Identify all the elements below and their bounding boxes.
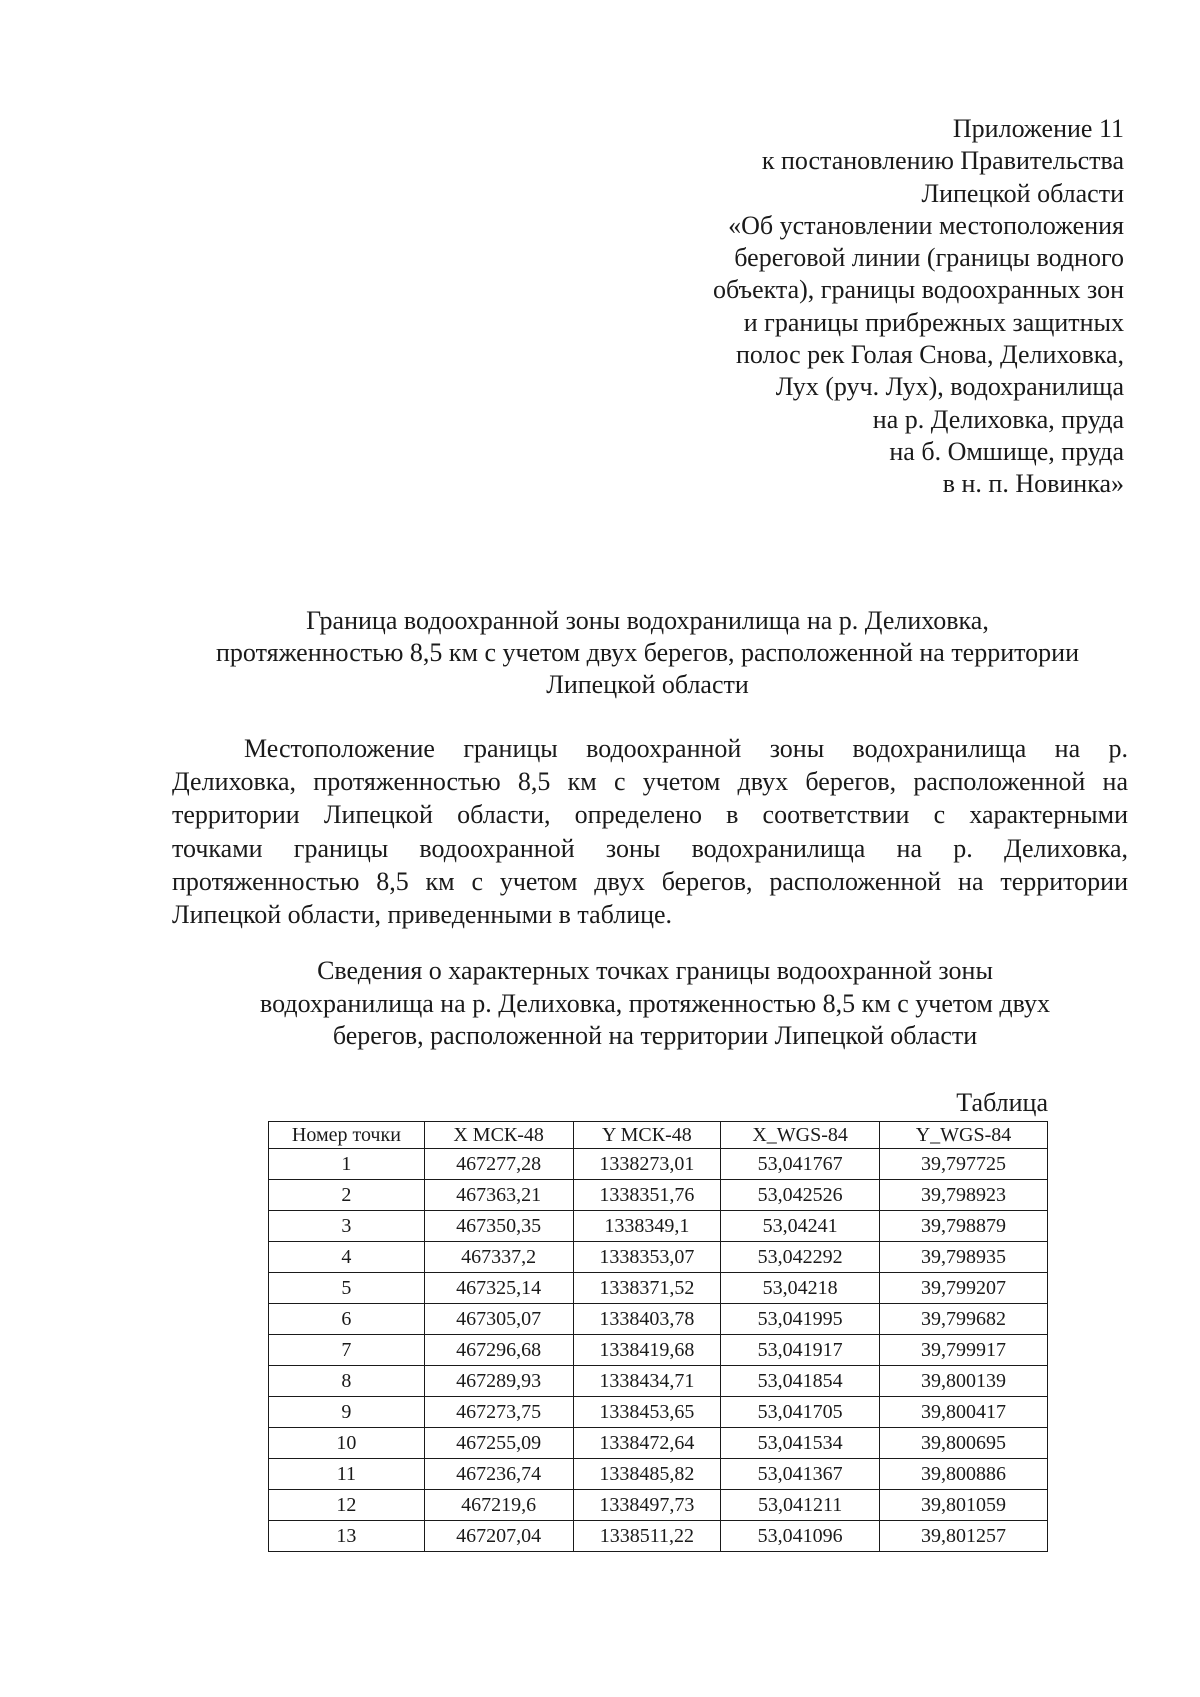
x-msk48-cell: 467296,68 [424,1335,573,1366]
table-row [269,1397,1048,1428]
y-msk48-cell: 1338351,76 [573,1180,721,1211]
y-msk48-cell: 1338434,71 [573,1366,721,1397]
point-number-cell: 4 [269,1242,425,1273]
table-row [269,1180,1048,1211]
y-wgs84-cell: 39,800695 [880,1428,1048,1459]
x-msk48-cell: 467207,04 [424,1521,573,1552]
point-number-cell: 9 [269,1397,425,1428]
x-wgs84-cell: 53,041096 [721,1521,880,1552]
appendix-line: береговой линии (границы водного [734,243,1124,273]
table-row [269,1428,1048,1459]
table-header-row [269,1122,1048,1149]
table-body [269,1149,1048,1552]
y-msk48-cell: 1338419,68 [573,1335,721,1366]
y-wgs84-cell: 39,801059 [880,1490,1048,1521]
x-wgs84-cell: 53,041211 [721,1490,880,1521]
paragraph-line: Делиховка, протяженностью 8,5 км с учетом двух берегов, расположенной на [172,767,1128,797]
column-header: Y МСК-48 [573,1122,721,1149]
y-msk48-cell: 1338511,22 [573,1521,721,1552]
y-wgs84-cell: 39,800139 [880,1366,1048,1397]
y-wgs84-cell: 39,800886 [880,1459,1048,1490]
appendix-line: Липецкой области [921,178,1124,208]
y-wgs84-cell: 39,799207 [880,1273,1048,1304]
x-wgs84-cell: 53,041367 [721,1459,880,1490]
table-row [269,1304,1048,1335]
y-msk48-cell: 1338371,52 [573,1273,721,1304]
subtitle-line: водохранилища на р. Делиховка, протяженностью 8,5 км с учетом двух [260,988,1050,1018]
title-line: протяженностью 8,5 км с учетом двух берегов, расположенной на территории [216,638,1079,667]
appendix-line: Лух (руч. Лух), водохранилища [775,372,1124,402]
x-msk48-cell: 467289,93 [424,1366,573,1397]
point-number-cell: 8 [269,1366,425,1397]
x-msk48-cell: 467219,6 [424,1490,573,1521]
table-row [269,1459,1048,1490]
x-msk48-cell: 467255,09 [424,1428,573,1459]
table-row [269,1211,1048,1242]
y-wgs84-cell: 39,799682 [880,1304,1048,1335]
point-number-cell: 1 [269,1149,425,1180]
table-row [269,1490,1048,1521]
table-row [269,1273,1048,1304]
y-wgs84-cell: 39,798923 [880,1180,1048,1211]
column-header: X МСК-48 [424,1122,573,1149]
x-wgs84-cell: 53,04218 [721,1273,880,1304]
y-wgs84-cell: 39,799917 [880,1335,1048,1366]
x-wgs84-cell: 53,041767 [721,1149,880,1180]
document-title [160,605,1135,701]
appendix-line: объекта), границы водоохранных зон [713,275,1124,305]
x-wgs84-cell: 53,041995 [721,1304,880,1335]
y-msk48-cell: 1338497,73 [573,1490,721,1521]
x-wgs84-cell: 53,042526 [721,1180,880,1211]
paragraph-line: территории Липецкой области, определено в соответствии с характерными [172,800,1128,830]
paragraph-line: точками границы водоохранной зоны водохранилища на р. Делиховка, [172,833,1128,863]
point-number-cell: 2 [269,1180,425,1211]
y-msk48-cell: 1338273,01 [573,1149,721,1180]
table-row [269,1335,1048,1366]
y-wgs84-cell: 39,800417 [880,1397,1048,1428]
x-wgs84-cell: 53,042292 [721,1242,880,1273]
appendix-line: полос рек Голая Снова, Делиховка, [735,340,1124,370]
x-wgs84-cell: 53,041854 [721,1366,880,1397]
x-msk48-cell: 467305,07 [424,1304,573,1335]
point-number-cell: 3 [269,1211,425,1242]
column-header: Номер точки [269,1122,425,1149]
column-header: Y_WGS-84 [880,1122,1048,1149]
y-wgs84-cell: 39,797725 [880,1149,1048,1180]
coordinates-table [268,1121,1048,1552]
subtitle-line: берегов, расположенной на территории Липецкой области [332,1021,978,1050]
paragraph-line: протяженностью 8,5 км с учетом двух берегов, расположенной на территории [172,866,1128,896]
x-msk48-cell: 467363,21 [424,1180,573,1211]
point-number-cell: 11 [269,1459,425,1490]
title-line: Граница водоохранной зоны водохранилища на р. Делиховка, [306,606,989,635]
y-wgs84-cell: 39,798935 [880,1242,1048,1273]
y-msk48-cell: 1338453,65 [573,1397,721,1428]
paragraph-line: Липецкой области, приведенными в таблице. [172,900,673,930]
point-number-cell: 13 [269,1521,425,1552]
y-wgs84-cell: 39,798879 [880,1211,1048,1242]
x-wgs84-cell: 53,04241 [721,1211,880,1242]
appendix-line: Приложение 11 [952,114,1124,143]
point-number-cell: 7 [269,1335,425,1366]
appendix-header [564,113,1124,501]
table-row [269,1242,1048,1273]
point-number-cell: 12 [269,1490,425,1521]
column-header: X_WGS-84 [721,1122,880,1149]
appendix-line: на б. Омшище, пруда [889,436,1124,466]
point-number-cell: 6 [269,1304,425,1335]
appendix-line: и границы прибрежных защитных [743,307,1124,337]
y-msk48-cell: 1338485,82 [573,1459,721,1490]
x-msk48-cell: 467273,75 [424,1397,573,1428]
table-row [269,1149,1048,1180]
x-msk48-cell: 467277,28 [424,1149,573,1180]
table-row [269,1521,1048,1552]
appendix-line: на р. Делиховка, пруда [872,404,1124,434]
y-msk48-cell: 1338472,64 [573,1428,721,1459]
appendix-line: в н. п. Новинка» [942,469,1124,499]
x-msk48-cell: 467337,2 [424,1242,573,1273]
subtitle-line: Сведения о характерных точках границы водоохранной зоны [317,956,993,985]
x-msk48-cell: 467236,74 [424,1459,573,1490]
table-caption: Таблица [956,1088,1048,1117]
appendix-line: «Об установлении местоположения [728,210,1124,240]
y-msk48-cell: 1338349,1 [573,1211,721,1242]
x-wgs84-cell: 53,041534 [721,1428,880,1459]
point-number-cell: 10 [269,1428,425,1459]
title-line: Липецкой области [546,670,749,699]
table-heading [170,955,1140,1053]
appendix-line: к постановлению Правительства [761,146,1124,176]
x-msk48-cell: 467325,14 [424,1273,573,1304]
paragraph-line: Местоположение границы водоохранной зоны водохранилища на р. [244,734,1128,763]
y-wgs84-cell: 39,801257 [880,1521,1048,1552]
x-wgs84-cell: 53,041705 [721,1397,880,1428]
body-paragraph [172,732,1128,931]
x-msk48-cell: 467350,35 [424,1211,573,1242]
table-row [269,1366,1048,1397]
y-msk48-cell: 1338403,78 [573,1304,721,1335]
x-wgs84-cell: 53,041917 [721,1335,880,1366]
y-msk48-cell: 1338353,07 [573,1242,721,1273]
point-number-cell: 5 [269,1273,425,1304]
